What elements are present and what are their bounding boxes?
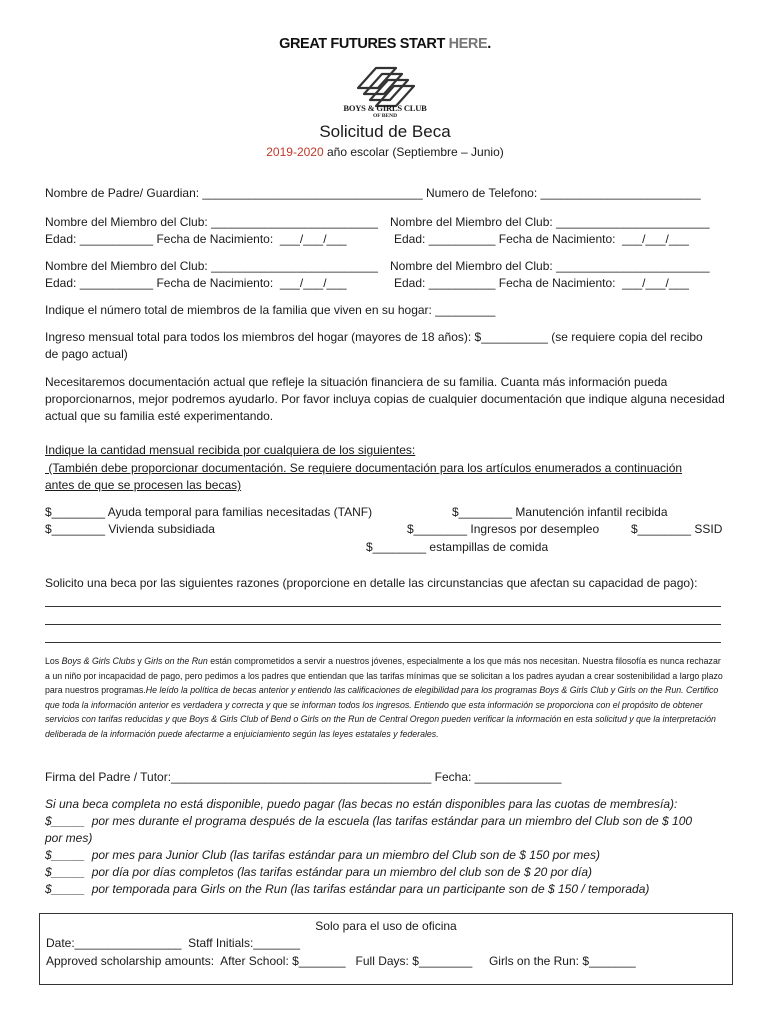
partial-girls-on-the-run[interactable]: $_____ por temporada para Girls on the Run (las tarifas estándar para un participante son de $ 150 / temporada) [45,882,650,896]
office-approved-amounts[interactable]: Approved scholarship amounts: After School: $_______ Full Days: $________ Girls on the Run: $_______ [46,954,636,968]
member-age-4[interactable]: Edad: __________ Fecha de Nacimiento: ___/___/___ [394,276,689,290]
partial-full-days[interactable]: $_____ por día por días completos (las tarifas estándar para un miembro del club son de $ 20 por día) [45,865,592,879]
monthly-heading: Indique la cantidad mensual recibida por cualquiera de los siguientes: [45,443,416,457]
page-title: Solicitud de Beca [319,122,451,141]
member-name-1[interactable]: Nombre del Miembro del Club: _________________________ [45,215,378,229]
tanf-field[interactable]: $________ Ayuda temporal para familias necesitadas (TANF) [45,505,373,519]
ssid-field[interactable]: $________ SSID [631,522,723,536]
partial-after-school[interactable]: $_____ por mes durante el programa después de la escuela (las tarifas estándar para un miembro del Club son de $ 100 [45,814,693,828]
monthly-subheading-2: antes de que se procesen las becas) [45,478,242,492]
unemployment-field[interactable]: $________ Ingresos por desempleo [407,522,600,536]
boys-girls-club-hands-logo-icon [348,60,422,108]
member-name-2[interactable]: Nombre del Miembro del Club: _______________________ [390,215,710,229]
income-note: de pago actual) [45,347,128,361]
reasons-line-3[interactable] [45,642,721,643]
org-sub: OF BEND [372,113,398,119]
tagline: GREAT FUTURES START HERE. [279,36,491,52]
partial-pay-intro: Si una beca completa no está disponible, puedo pagar (las becas no están disponibles para las cuotas de membresía): [45,797,678,811]
member-name-4[interactable]: Nombre del Miembro del Club: _______________________ [390,259,710,273]
monthly-subheading: (También debe proporcionar documentación. Se requiere documentación para los artículos enumerados a continuación [45,461,683,475]
school-year: 2019-2020 año escolar (Septiembre – Junio) [266,145,504,159]
partial-junior-club[interactable]: $_____ por mes para Junior Club (las tarifas estándar para un miembro del Club son de $ 150 por mes) [45,848,600,862]
household-count-field[interactable]: Indique el número total de miembros de la familia que viven en su hogar: _________ [45,303,496,317]
member-age-1[interactable]: Edad: ___________ Fecha de Nacimiento: ___/___/___ [45,232,347,246]
guardian-phone-field[interactable]: Nombre de Padre/ Guardian: _________________________________ Numero de Telefono: ________________________ [45,186,701,200]
housing-field[interactable]: $________ Vivienda subsidiada [45,522,215,536]
income-field[interactable]: Ingreso mensual total para todos los miembros del hogar (mayores de 18 años): $__________ (se requiere copia del recibo [45,330,703,344]
reasons-prompt: Solicito una beca por las siguientes razones (proporcione en detalle las circunstancias que afectan su capacidad de pago): [45,576,698,590]
partial-after-school-cont: por mes) [45,831,93,845]
reasons-line-2[interactable] [45,624,721,625]
member-age-2[interactable]: Edad: __________ Fecha de Nacimiento: ___/___/___ [394,232,689,246]
policy-text: Los Boys & Girls Clubs y Girls on the Run están comprometidos a servir a nuestros jóvenes, especialmente a los que más nos necesitan. Nuestra filosofía es nunca rechazar a un niño por incapacidad de pago, pero pedimos a los padres que entiendan que las tarifas mínimas que se solicitan a los padres ayudan a crear sostenibilidad a largo plazo para nuestros programas.He leído la política de becas anterior y entiendo las calificaciones de elegibilidad para los programas Boys & Girls Club y Girls on the Run. Certifico que toda la información anterior es verdadera y correcta y que se informan todos los ingresos. Entiendo que esta información se proporciona con el propósito de obtener servicios con tarifas reducidas y que Boys & Girls Club of Bend o Girls on the Run de Central Oregon pueden verificar la información en esta solicitud y que la interpretación deliberada de la información puede afectarme a enjuiciamiento según las leyes estatales y federales. [45,656,723,739]
member-age-3[interactable]: Edad: ___________ Fecha de Nacimiento: ___/___/___ [45,276,347,290]
office-use-box [39,913,733,985]
food-stamps-field[interactable]: $________ estampillas de comida [366,540,549,554]
signature-date-field[interactable]: Firma del Padre / Tutor:_______________________________________ Fecha: _____________ [45,770,562,784]
child-support-field[interactable]: $________ Manutención infantil recibida [452,505,668,519]
reasons-line-1[interactable] [45,606,721,607]
member-name-3[interactable]: Nombre del Miembro del Club: _________________________ [45,259,378,273]
documentation-paragraph: Necesitaremos documentación actual que refleje la situación financiera de su familia. Cuanta más información pueda proporcionarnos, mejor podremos ayudarlo. Por favor incluya copias de cualquier documentación que indique alguna necesidad actual que su familia esté experimentando. [45,375,725,423]
office-date-initials[interactable]: Date:________________ Staff Initials:_______ [46,936,300,950]
office-use-title: Solo para el uso de oficina [315,919,457,933]
org-name: BOYS & GIRLS CLUB [343,103,427,113]
